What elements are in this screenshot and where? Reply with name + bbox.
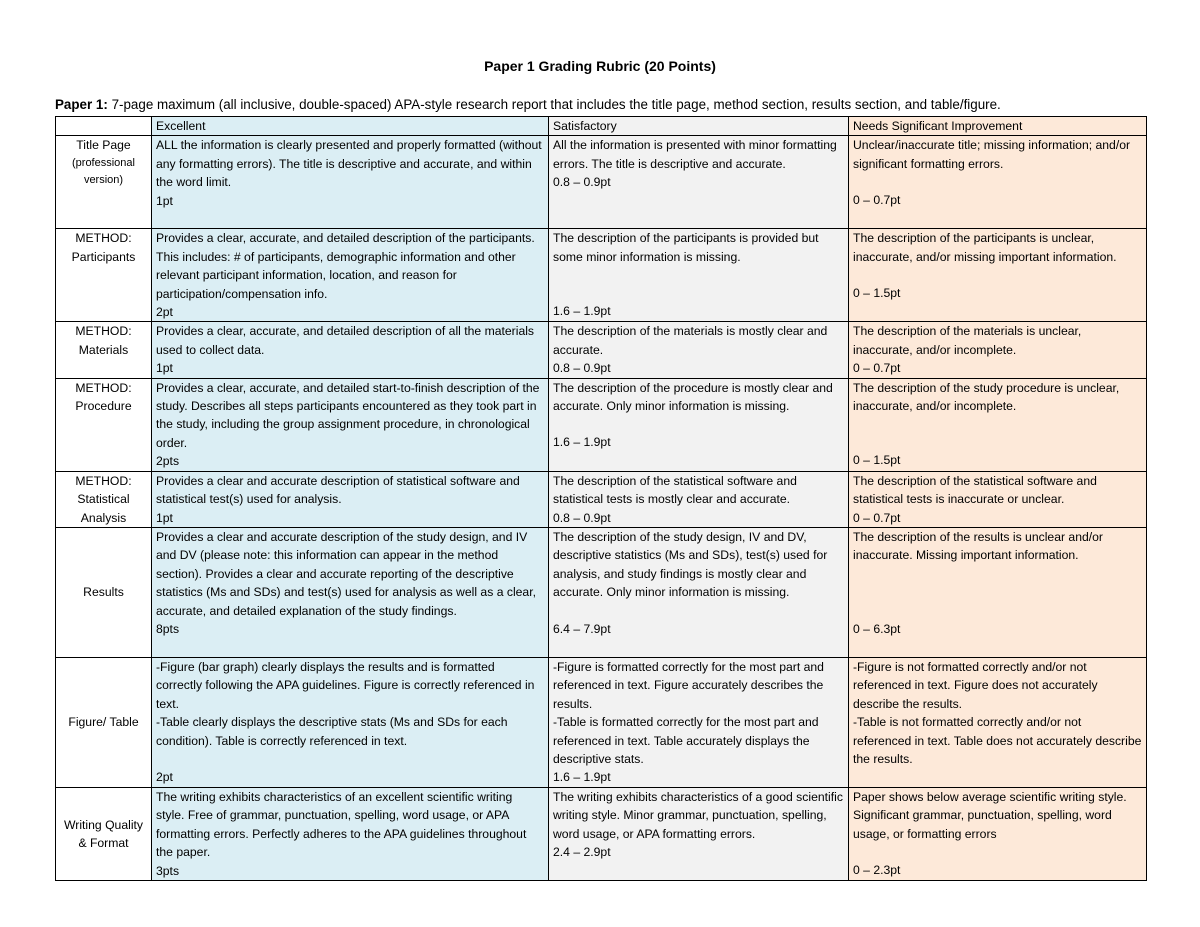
rubric-row-participants bbox=[56, 229, 1147, 322]
rubric-table bbox=[55, 116, 1147, 881]
cell-text: Paper shows below average scientific writing style. Significant grammar, punctuation, spelling, word usage, or formatting errors bbox=[853, 789, 1127, 841]
cell-spacer bbox=[553, 602, 844, 620]
cell-score: 2pt bbox=[156, 769, 173, 784]
intro-label: Paper 1: bbox=[55, 97, 108, 112]
rubric-row-figure-table bbox=[56, 657, 1147, 787]
cell-text: The description of the participants is provided but some minor information is missing. bbox=[553, 231, 819, 264]
cell-satisfactory bbox=[549, 229, 849, 322]
row-label: Figure/ Table bbox=[56, 657, 152, 787]
cell-score: 0 – 2.3pt bbox=[853, 863, 901, 878]
intro-text: 7-page maximum (all inclusive, double-spaced) APA-style research report that includes the title page, method section, results section, and table/figure. bbox=[111, 97, 1001, 112]
cell-text: The description of the materials is unclear, inaccurate, and/or incomplete. bbox=[853, 324, 1082, 357]
cell-score: 0.8 – 0.9pt bbox=[553, 510, 611, 525]
cell-text: The description of the materials is mostly clear and accurate. bbox=[553, 324, 828, 357]
cell-spacer bbox=[853, 266, 1142, 284]
cell-text: All the information is presented with minor formatting errors. The title is descriptive and accurate. bbox=[553, 138, 837, 171]
cell-score: 1.6 – 1.9pt bbox=[553, 770, 611, 785]
header-satisfactory: Satisfactory bbox=[549, 117, 849, 136]
cell-excellent bbox=[152, 657, 549, 787]
cell-spacer bbox=[853, 565, 1142, 620]
cell-satisfactory bbox=[549, 657, 849, 787]
rubric-row-statistical-analysis bbox=[56, 471, 1147, 527]
cell-score: 1pt bbox=[156, 361, 173, 376]
cell-score: 3pts bbox=[156, 863, 180, 878]
cell-text: The description of the study procedure is unclear, inaccurate, and/or incomplete. bbox=[853, 380, 1120, 414]
row-label-sub: (professional version) bbox=[72, 156, 135, 186]
header-blank bbox=[56, 117, 152, 136]
cell-text: -Figure is not formatted correctly and/or not referenced in text. Figure does not accurately describe the results. bbox=[853, 659, 1098, 711]
cell-text: The writing exhibits characteristics of an excellent scientific writing style. Free of grammar, punctuation, spelling, word usage, or APA formatting errors. Perfectly adheres to the APA guidelines throughout the paper. bbox=[156, 789, 527, 860]
cell-excellent bbox=[152, 229, 549, 322]
row-label: METHOD: Participants bbox=[56, 229, 152, 322]
cell-text: Provides a clear and accurate description of the study design, and IV and DV (please note: this information can appear in the method section). Provides a clear and accurate reporting of the descriptive statistics (Ms and SDs) and test(s) used for analysis as well as a clear, accurate, and detailed explanation of the study findings. bbox=[156, 529, 536, 618]
cell-spacer bbox=[853, 415, 1142, 451]
cell-needs-improvement bbox=[849, 322, 1147, 378]
cell-spacer bbox=[156, 750, 544, 768]
cell-needs-improvement bbox=[849, 787, 1147, 880]
cell-text: The description of the results is unclear and/or inaccurate. Missing important information. bbox=[853, 529, 1103, 563]
cell-text: Provides a clear and accurate description of statistical software and statistical test(s) used for analysis. bbox=[156, 473, 520, 507]
cell-needs-improvement bbox=[849, 136, 1147, 229]
cell-score: 0 – 0.7pt bbox=[853, 193, 901, 208]
rubric-row-title-page bbox=[56, 136, 1147, 229]
page-title: Paper 1 Grading Rubric (20 Points) bbox=[484, 58, 716, 74]
row-label: METHOD: Statistical Analysis bbox=[56, 471, 152, 527]
cell-needs-improvement bbox=[849, 657, 1147, 787]
cell-score: 0 – 6.3pt bbox=[853, 621, 901, 636]
cell-score: 0 – 0.7pt bbox=[853, 510, 901, 525]
row-label: Results bbox=[56, 527, 152, 657]
cell-excellent bbox=[152, 136, 549, 229]
cell-spacer bbox=[553, 415, 844, 433]
row-label bbox=[56, 136, 152, 229]
rubric-row-results bbox=[56, 527, 1147, 657]
rubric-row-procedure bbox=[56, 378, 1147, 471]
cell-text: The description of the statistical software and statistical tests is mostly clear and accurate. bbox=[553, 473, 797, 507]
cell-needs-improvement bbox=[849, 527, 1147, 657]
cell-text: -Figure (bar graph) clearly displays the results and is formatted correctly following the APA guidelines. Figure is correctly referenced in text. bbox=[156, 659, 535, 711]
cell-text-2: -Table is not formatted correctly and/or not referenced in text. Table does not accurately describe the results. bbox=[853, 715, 1142, 766]
cell-satisfactory bbox=[549, 787, 849, 880]
cell-text: Provides a clear, accurate, and detailed description of all the materials used to collect data. bbox=[156, 324, 535, 357]
rubric-row-writing-quality bbox=[56, 787, 1147, 880]
header-row bbox=[56, 117, 1147, 136]
intro-line bbox=[55, 97, 1155, 112]
cell-score: 2pts bbox=[156, 454, 180, 469]
cell-needs-improvement bbox=[849, 378, 1147, 471]
cell-text: The writing exhibits characteristics of a good scientific writing style. Minor grammar, punctuation, spelling, word usage, or APA formatting errors. bbox=[553, 789, 843, 841]
cell-score: 1.6 – 1.9pt bbox=[553, 304, 611, 319]
cell-needs-improvement bbox=[849, 471, 1147, 527]
cell-needs-improvement bbox=[849, 229, 1147, 322]
cell-text: Provides a clear, accurate, and detailed start-to-finish description of the study. Describes all steps participants encountered as they took part in the study, including the group assignment procedure, in chronological order. bbox=[156, 380, 540, 450]
cell-excellent bbox=[152, 471, 549, 527]
cell-text-2: -Table is formatted correctly for the most part and referenced in text. Table accurately displays the descriptive stats. bbox=[553, 715, 819, 766]
cell-score: 6.4 – 7.9pt bbox=[553, 621, 611, 636]
header-needs-improvement: Needs Significant Improvement bbox=[849, 117, 1147, 136]
cell-score: 1.6 – 1.9pt bbox=[553, 435, 611, 450]
row-label: METHOD: Procedure bbox=[56, 378, 152, 471]
cell-satisfactory bbox=[549, 136, 849, 229]
cell-satisfactory bbox=[549, 378, 849, 471]
cell-spacer bbox=[553, 266, 844, 302]
cell-score: 2.4 – 2.9pt bbox=[553, 845, 611, 860]
cell-spacer bbox=[853, 173, 1142, 191]
cell-text: -Figure is formatted correctly for the most part and referenced in text. Figure accurately describes the results. bbox=[553, 659, 824, 711]
cell-score: 0 – 1.5pt bbox=[853, 453, 901, 468]
cell-satisfactory bbox=[549, 527, 849, 657]
cell-satisfactory bbox=[549, 471, 849, 527]
cell-text: The description of the participants is unclear, inaccurate, and/or missing important information. bbox=[853, 231, 1117, 264]
cell-text-2: -Table clearly displays the descriptive stats (Ms and SDs for each condition). Table is correctly referenced in text. bbox=[156, 715, 508, 748]
row-label: METHOD: Materials bbox=[56, 322, 152, 378]
cell-score: 0.8 – 0.9pt bbox=[553, 361, 611, 376]
cell-text: The description of the statistical software and statistical tests is inaccurate or unclear. bbox=[853, 473, 1097, 507]
cell-excellent bbox=[152, 322, 549, 378]
cell-excellent bbox=[152, 527, 549, 657]
row-label-main: Title Page bbox=[76, 138, 131, 153]
rubric-row-materials bbox=[56, 322, 1147, 378]
cell-score: 0 – 0.7pt bbox=[853, 361, 901, 376]
cell-text: The description of the procedure is mostly clear and accurate. Only minor information is missing. bbox=[553, 380, 833, 414]
cell-excellent bbox=[152, 787, 549, 880]
row-label: Writing Quality & Format bbox=[56, 787, 152, 880]
cell-score: 1pt bbox=[156, 193, 173, 208]
cell-spacer bbox=[853, 843, 1142, 861]
cell-text: Provides a clear, accurate, and detailed description of the participants. This includes: # of participants, demographic information and other relevant participant information, location, and reason for participation/compensation info. bbox=[156, 231, 535, 301]
cell-text: ALL the information is clearly presented and properly formatted (without any formatting errors). The title is descriptive and accurate, and within the word limit. bbox=[156, 138, 542, 190]
cell-excellent bbox=[152, 378, 549, 471]
header-excellent: Excellent bbox=[152, 117, 549, 136]
cell-score: 0.8 – 0.9pt bbox=[553, 175, 611, 190]
cell-score: 1pt bbox=[156, 510, 173, 525]
cell-satisfactory bbox=[549, 322, 849, 378]
cell-score: 2pt bbox=[156, 305, 173, 320]
cell-score: 0 – 1.5pt bbox=[853, 286, 901, 301]
cell-text: Unclear/inaccurate title; missing information; and/or significant formatting errors. bbox=[853, 138, 1131, 171]
cell-score: 8pts bbox=[156, 621, 180, 636]
cell-text: The description of the study design, IV and DV, descriptive statistics (Ms and SDs), test(s) used for analysis, and study findings is mostly clear and accurate. Only minor information is missing. bbox=[553, 529, 828, 600]
